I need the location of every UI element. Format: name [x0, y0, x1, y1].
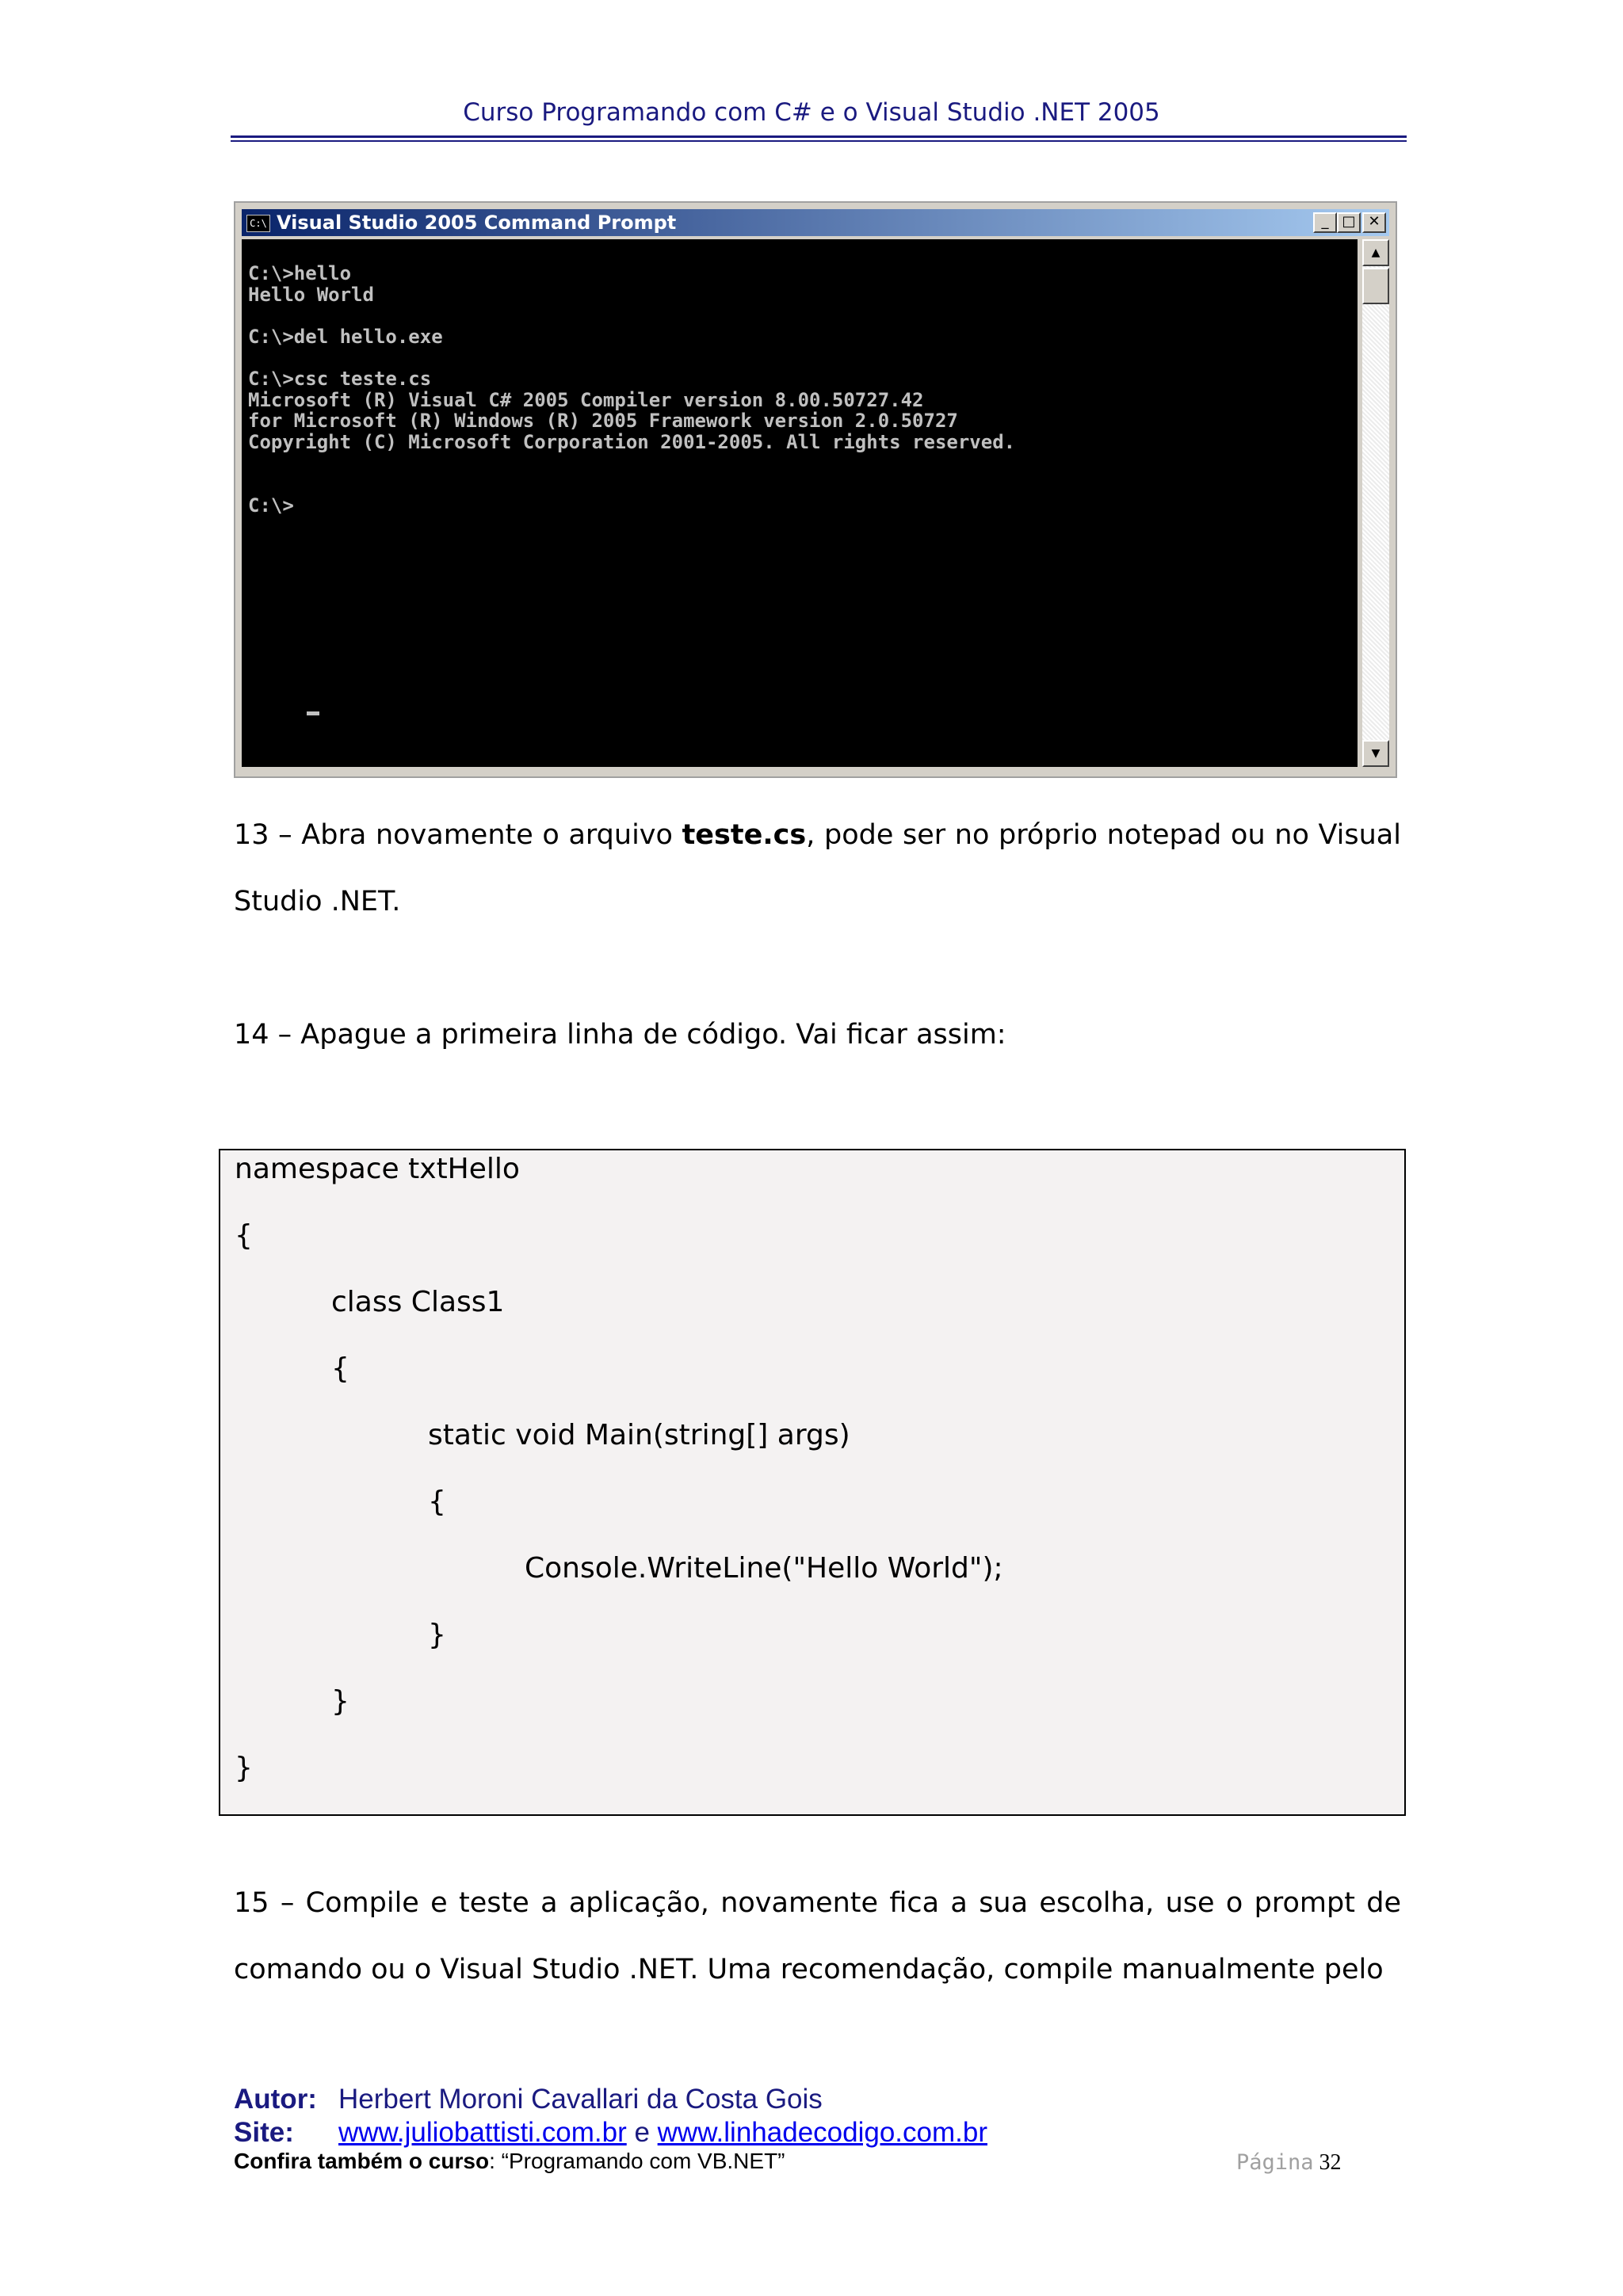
footer-site-label: Site:	[234, 2117, 294, 2148]
maximize-icon: □	[1342, 213, 1356, 230]
console-cursor	[307, 711, 319, 715]
site-link-juliobattisti[interactable]: www.juliobattisti.com.br	[338, 2117, 627, 2148]
footer-author-name: Herbert Moroni Cavallari da Costa Gois	[338, 2084, 823, 2115]
step-13-filename: teste.cs	[682, 819, 807, 851]
footer-site-links	[338, 2117, 987, 2149]
footer-promo-bold: Confira também o curso	[234, 2149, 490, 2173]
page-header-title: Curso Programando com C# e o Visual Studio .NET 2005	[463, 98, 1160, 127]
minimize-icon: _	[1321, 213, 1329, 230]
code-line-10: }	[235, 1752, 253, 1784]
step-14-paragraph: 14 – Apague a primeira linha de código. Vai ficar assim:	[234, 1019, 1006, 1051]
code-line-6: {	[428, 1486, 446, 1518]
maximize-button[interactable]	[1337, 212, 1361, 233]
header-rule-bottom	[231, 140, 1407, 142]
close-button[interactable]	[1362, 212, 1386, 233]
code-line-1: namespace txtHello	[235, 1153, 520, 1185]
page-number-block	[1236, 2150, 1342, 2176]
code-line-8: }	[428, 1619, 446, 1651]
page-number: 32	[1319, 2150, 1342, 2175]
code-line-9: }	[331, 1685, 349, 1718]
console-titlebar[interactable]	[242, 209, 1389, 236]
page-label: Página	[1236, 2150, 1314, 2175]
minimize-button[interactable]	[1313, 212, 1337, 233]
console-title: Visual Studio 2005 Command Prompt	[277, 212, 677, 234]
code-line-7: Console.WriteLine("Hello World");	[525, 1552, 1003, 1585]
console-scrollbar[interactable]	[1362, 239, 1389, 767]
code-line-4: {	[331, 1352, 349, 1385]
footer-promo-rest: : “Programando com VB.NET”	[489, 2149, 785, 2173]
console-window	[234, 201, 1397, 778]
site-link-separator: e	[626, 2117, 658, 2148]
footer-promo	[234, 2149, 785, 2174]
scroll-thumb[interactable]	[1362, 268, 1389, 304]
step-15-paragraph: 15 – Compile e teste a aplicação, novamente fica a sua escolha, use o prompt de comando ou o Visual Studio .NET. Uma recomendação, compile manualmente pelo	[234, 1887, 1401, 1985]
console-app-icon: C:\	[246, 215, 270, 232]
step-13-text-after: , pode ser no próprio notepad ou no Visual Studio .NET.	[234, 819, 1401, 917]
console-output-area[interactable]	[242, 239, 1358, 767]
header-rule-top	[231, 135, 1407, 138]
code-line-2: {	[235, 1219, 253, 1252]
close-icon: ✕	[1368, 213, 1381, 230]
console-output-text: C:\>hello Hello World C:\>del hello.exe C:\>csc teste.cs Microsoft (R) Visual C# 2005 Compiler version 8.00.50727.42 for Microsoft (R) Windows (R) 2005 Framework version 2.0.50727 Copyright (C) Microsoft Corporation 2001-2005. All rights reserved. C:\>	[248, 262, 1016, 517]
step-13-text-before: 13 – Abra novamente o arquivo	[234, 819, 682, 851]
code-line-3: class Class1	[331, 1286, 505, 1318]
code-line-5: static void Main(string[] args)	[428, 1419, 850, 1451]
scroll-down-button[interactable]	[1362, 740, 1389, 767]
site-link-linhadecodigo[interactable]: www.linhadecodigo.com.br	[657, 2117, 987, 2148]
footer-author-label: Autor:	[234, 2084, 317, 2115]
step-13-paragraph	[234, 802, 1401, 935]
code-block	[219, 1149, 1406, 1816]
scroll-up-button[interactable]	[1362, 239, 1389, 266]
arrow-up-icon: ▲	[1371, 246, 1381, 259]
arrow-down-icon: ▼	[1371, 747, 1381, 760]
